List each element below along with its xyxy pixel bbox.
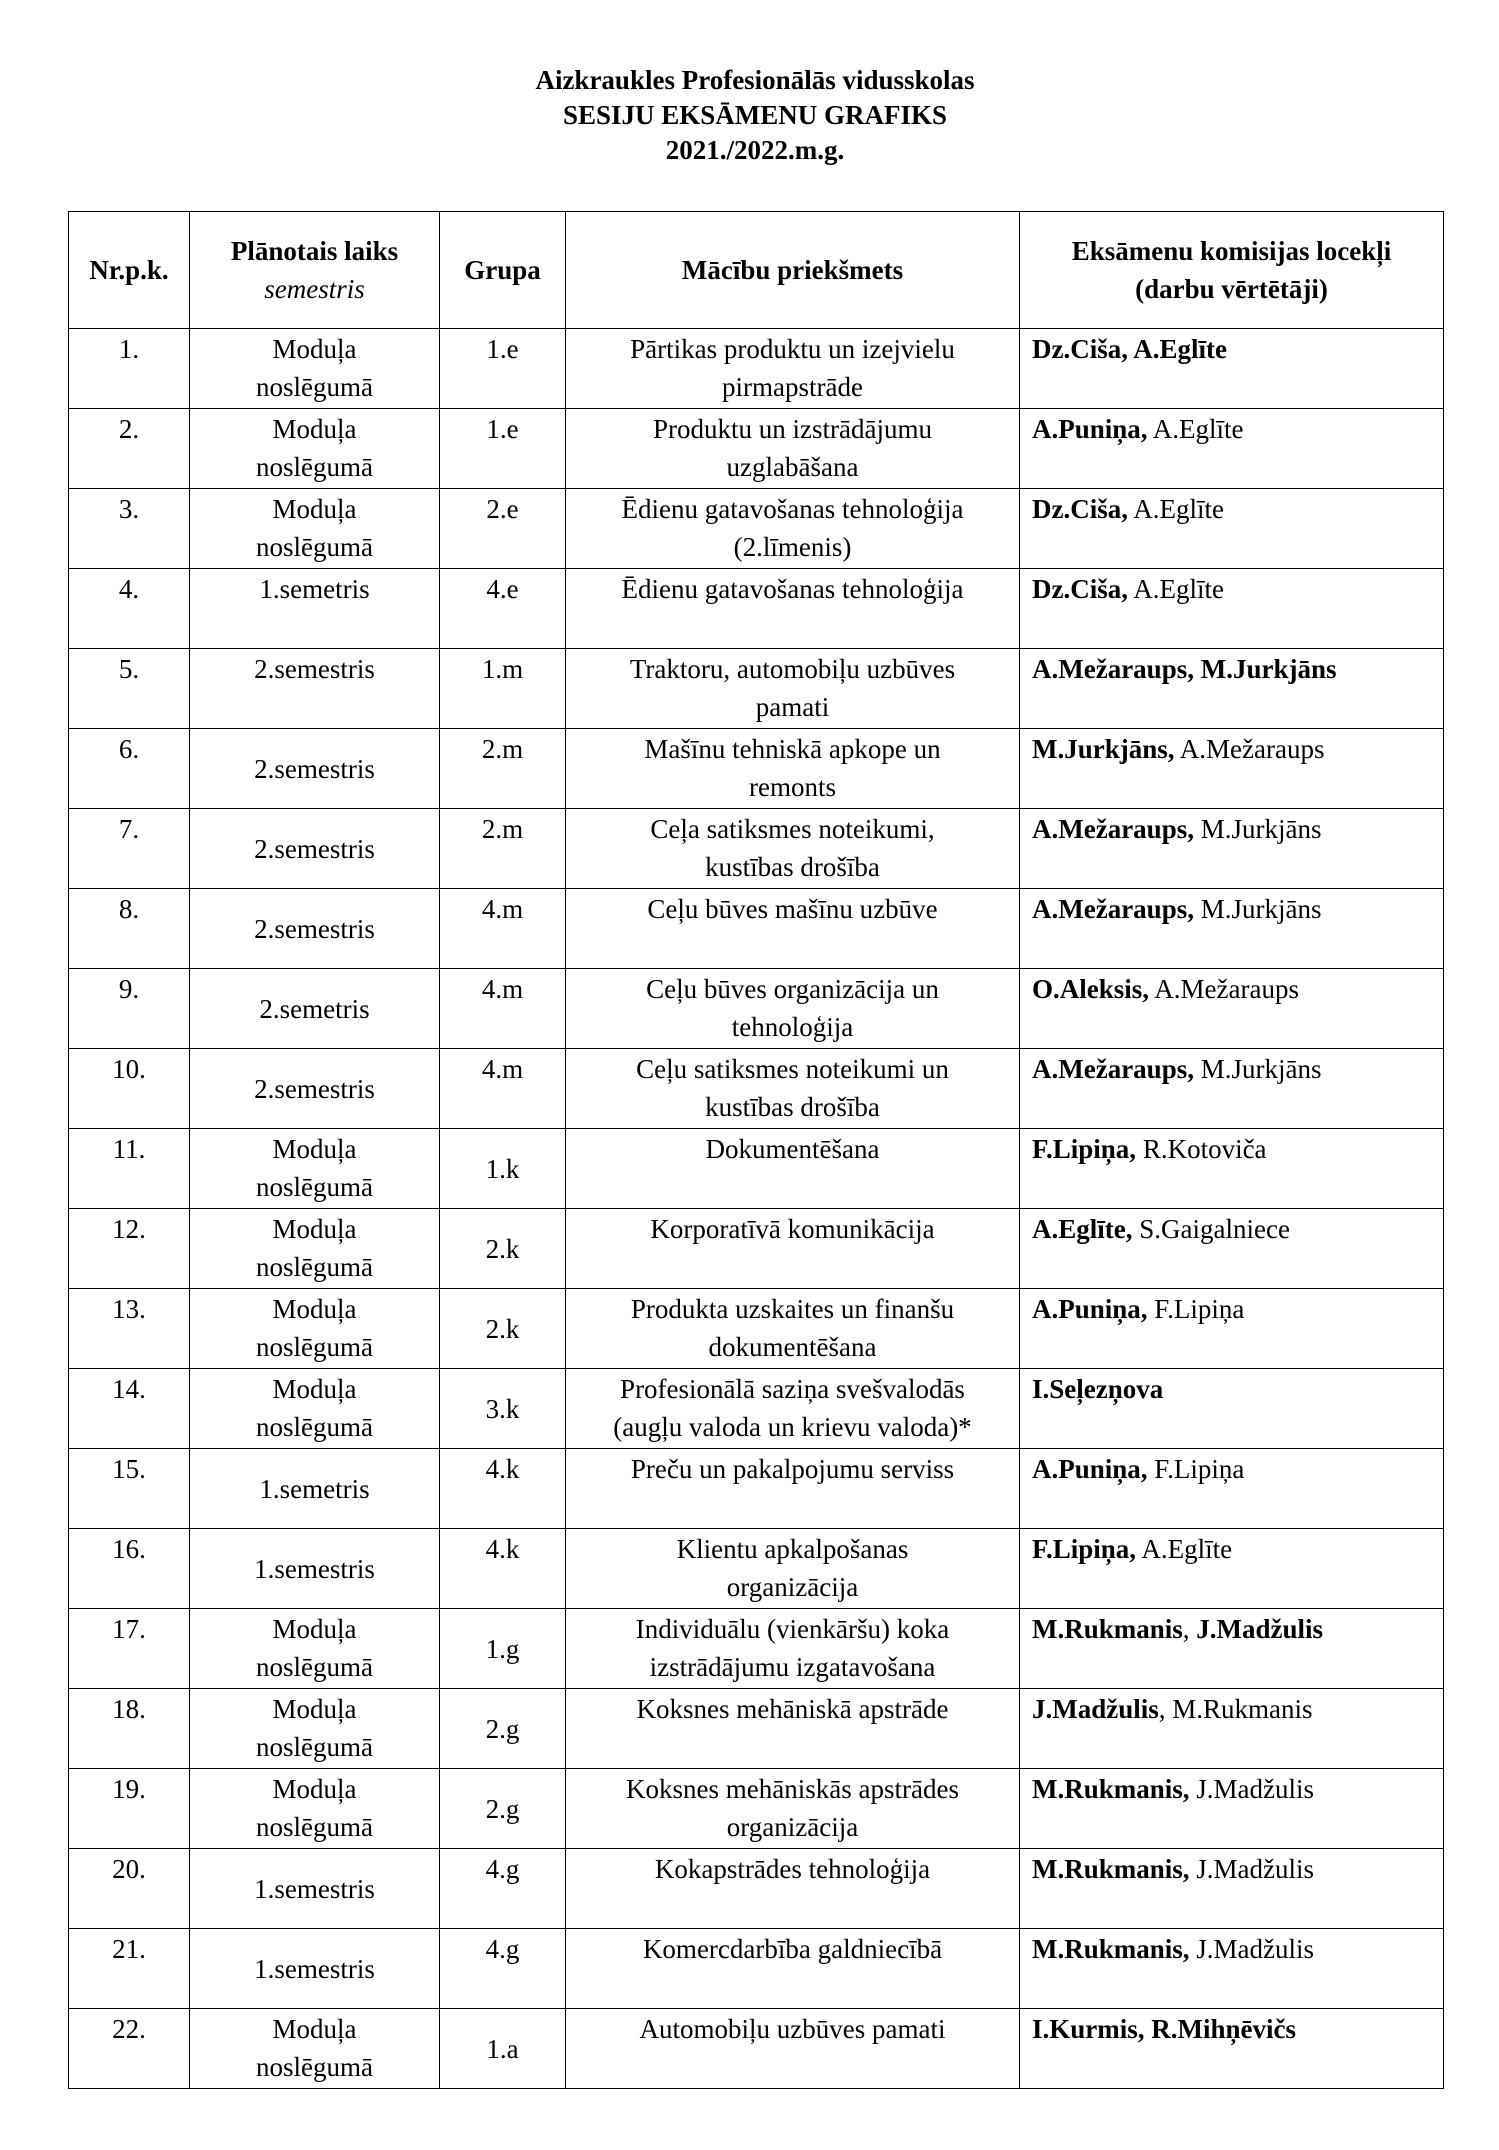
subject: Dokumentēšana: [566, 1129, 1020, 1209]
group: 3.k: [440, 1369, 566, 1449]
planned-time: Moduļa noslēgumā: [190, 489, 440, 569]
planned-time: Moduļa noslēgumā: [190, 1769, 440, 1849]
group: 2.e: [440, 489, 566, 569]
commission-members: Dz.Ciša, A.Eglīte: [1020, 329, 1444, 409]
col-header-commission: Eksāmenu komisijas locekļi (darbu vērtētāji): [1020, 212, 1444, 329]
col-header-subject: Mācību priekšmets: [566, 212, 1020, 329]
commission-members: M.Jurkjāns, A.Mežaraups: [1020, 729, 1444, 809]
table-row: [69, 969, 1444, 1049]
row-number: 12.: [69, 1209, 190, 1289]
table-row: [69, 2009, 1444, 2089]
subject: Individuālu (vienkāršu) koka izstrādājumu izgatavošana: [566, 1609, 1020, 1689]
planned-time: Moduļa noslēgumā: [190, 1209, 440, 1289]
planned-time: 2.semestris: [190, 1049, 440, 1129]
commission-members: M.Rukmanis, J.Madžulis: [1020, 1929, 1444, 2009]
subject: Kokapstrādes tehnoloģija: [566, 1849, 1020, 1929]
group: 2.m: [440, 729, 566, 809]
table-row: [69, 1369, 1444, 1449]
subject: Produktu un izstrādājumu uzglabāšana: [566, 409, 1020, 489]
group: 2.g: [440, 1689, 566, 1769]
row-number: 4.: [69, 569, 190, 649]
row-number: 8.: [69, 889, 190, 969]
planned-time: 2.semestris: [190, 649, 440, 729]
subject: Automobiļu uzbūves pamati: [566, 2009, 1020, 2089]
group: 1.m: [440, 649, 566, 729]
table-row: [69, 889, 1444, 969]
commission-members: O.Aleksis, A.Mežaraups: [1020, 969, 1444, 1049]
table-header-row: [69, 212, 1444, 329]
planned-time: Moduļa noslēgumā: [190, 2009, 440, 2089]
row-number: 9.: [69, 969, 190, 1049]
commission-members: A.Mežaraups, M.Jurkjāns: [1020, 809, 1444, 889]
commission-members: Dz.Ciša, A.Eglīte: [1020, 569, 1444, 649]
row-number: 22.: [69, 2009, 190, 2089]
subject: Ceļa satiksmes noteikumi, kustības drošība: [566, 809, 1020, 889]
planned-time: 1.semestris: [190, 1529, 440, 1609]
planned-time: Moduļa noslēgumā: [190, 409, 440, 489]
commission-members: J.Madžulis, M.Rukmanis: [1020, 1689, 1444, 1769]
row-number: 16.: [69, 1529, 190, 1609]
col-header-time: Plānotais laiks semestris: [190, 212, 440, 329]
row-number: 17.: [69, 1609, 190, 1689]
group: 4.m: [440, 1049, 566, 1129]
row-number: 11.: [69, 1129, 190, 1209]
planned-time: 1.semestris: [190, 1849, 440, 1929]
commission-members: A.Mežaraups, M.Jurkjāns: [1020, 649, 1444, 729]
document-header: [0, 63, 1499, 168]
table-row: [69, 1209, 1444, 1289]
group: 4.m: [440, 969, 566, 1049]
commission-members: A.Puniņa, A.Eglīte: [1020, 409, 1444, 489]
table-row: [69, 1769, 1444, 1849]
group: 4.g: [440, 1929, 566, 2009]
document-title: SESIJU EKSĀMENU GRAFIKS: [562, 100, 948, 130]
planned-time: 2.semestris: [190, 889, 440, 969]
row-number: 2.: [69, 409, 190, 489]
subject: Ēdienu gatavošanas tehnoloģija: [566, 569, 1020, 649]
subject: Ēdienu gatavošanas tehnoloģija (2.līmenis): [566, 489, 1020, 569]
subject: Profesionālā saziņa svešvalodās (augļu valoda un krievu valoda)*: [566, 1369, 1020, 1449]
planned-time: Moduļa noslēgumā: [190, 1609, 440, 1689]
group: 1.a: [440, 2009, 566, 2089]
group: 2.k: [440, 1289, 566, 1369]
row-number: 3.: [69, 489, 190, 569]
group: 4.k: [440, 1529, 566, 1609]
planned-time: 1.semestris: [190, 1929, 440, 2009]
subject: Klientu apkalpošanas organizācija: [566, 1529, 1020, 1609]
commission-members: M.Rukmanis, J.Madžulis: [1020, 1769, 1444, 1849]
group: 4.e: [440, 569, 566, 649]
planned-time: Moduļa noslēgumā: [190, 1129, 440, 1209]
group: 1.k: [440, 1129, 566, 1209]
row-number: 20.: [69, 1849, 190, 1929]
exam-schedule-table: [68, 211, 1444, 2089]
group: 1.g: [440, 1609, 566, 1689]
commission-members: M.Rukmanis, J.Madžulis: [1020, 1609, 1444, 1689]
commission-members: A.Mežaraups, M.Jurkjāns: [1020, 889, 1444, 969]
planned-time: 1.semetris: [190, 569, 440, 649]
planned-time: 2.semestris: [190, 729, 440, 809]
school-name: Aizkraukles Profesionālās vidusskolas: [535, 65, 975, 95]
table-row: [69, 569, 1444, 649]
row-number: 18.: [69, 1689, 190, 1769]
planned-time: Moduļa noslēgumā: [190, 1689, 440, 1769]
planned-time: Moduļa noslēgumā: [190, 329, 440, 409]
group: 2.m: [440, 809, 566, 889]
col-header-nr: Nr.p.k.: [69, 212, 190, 329]
subject: Ceļu būves organizācija un tehnoloģija: [566, 969, 1020, 1049]
commission-members: F.Lipiņa, A.Eglīte: [1020, 1529, 1444, 1609]
subject: Ceļu būves mašīnu uzbūve: [566, 889, 1020, 969]
table-row: [69, 329, 1444, 409]
subject: Traktoru, automobiļu uzbūves pamati: [566, 649, 1020, 729]
table-row: [69, 1529, 1444, 1609]
subject: Ceļu satiksmes noteikumi un kustības drošība: [566, 1049, 1020, 1129]
subject: Preču un pakalpojumu serviss: [566, 1449, 1020, 1529]
table-row: [69, 1849, 1444, 1929]
commission-members: A.Puniņa, F.Lipiņa: [1020, 1449, 1444, 1529]
planned-time: Moduļa noslēgumā: [190, 1369, 440, 1449]
row-number: 6.: [69, 729, 190, 809]
row-number: 7.: [69, 809, 190, 889]
table-row: [69, 1449, 1444, 1529]
commission-members: A.Puniņa, F.Lipiņa: [1020, 1289, 1444, 1369]
col-header-time-sub: semestris: [264, 274, 365, 304]
col-header-commission-sub: (darbu vērtētāji): [1135, 274, 1328, 304]
commission-members: A.Mežaraups, M.Jurkjāns: [1020, 1049, 1444, 1129]
row-number: 14.: [69, 1369, 190, 1449]
row-number: 13.: [69, 1289, 190, 1369]
subject: Pārtikas produktu un izejvielu pirmapstrāde: [566, 329, 1020, 409]
group: 2.k: [440, 1209, 566, 1289]
group: 2.g: [440, 1769, 566, 1849]
row-number: 10.: [69, 1049, 190, 1129]
table-row: [69, 649, 1444, 729]
planned-time: 1.semetris: [190, 1449, 440, 1529]
subject: Koksnes mehāniskā apstrāde: [566, 1689, 1020, 1769]
table-row: [69, 1289, 1444, 1369]
group: 4.k: [440, 1449, 566, 1529]
planned-time: 2.semetris: [190, 969, 440, 1049]
commission-members: M.Rukmanis, J.Madžulis: [1020, 1849, 1444, 1929]
commission-members: F.Lipiņa, R.Kotoviča: [1020, 1129, 1444, 1209]
group: 1.e: [440, 409, 566, 489]
row-number: 21.: [69, 1929, 190, 2009]
commission-members: Dz.Ciša, A.Eglīte: [1020, 489, 1444, 569]
commission-members: A.Eglīte, S.Gaigalniece: [1020, 1209, 1444, 1289]
group: 4.g: [440, 1849, 566, 1929]
subject: Komercdarbība galdniecībā: [566, 1929, 1020, 2009]
academic-year: 2021./2022.m.g.: [665, 135, 845, 165]
row-number: 5.: [69, 649, 190, 729]
planned-time: Moduļa noslēgumā: [190, 1289, 440, 1369]
table-row: [69, 1689, 1444, 1769]
subject: Korporatīvā komunikācija: [566, 1209, 1020, 1289]
table-row: [69, 809, 1444, 889]
subject: Mašīnu tehniskā apkope un remonts: [566, 729, 1020, 809]
subject: Produkta uzskaites un finanšu dokumentēšana: [566, 1289, 1020, 1369]
col-header-group: Grupa: [440, 212, 566, 329]
row-number: 1.: [69, 329, 190, 409]
commission-members: I.Kurmis, R.Mihņēvičs: [1020, 2009, 1444, 2089]
row-number: 19.: [69, 1769, 190, 1849]
group: 4.m: [440, 889, 566, 969]
table-row: [69, 489, 1444, 569]
table-row: [69, 409, 1444, 489]
subject: Koksnes mehāniskās apstrādes organizācija: [566, 1769, 1020, 1849]
planned-time: 2.semestris: [190, 809, 440, 889]
row-number: 15.: [69, 1449, 190, 1529]
table-row: [69, 729, 1444, 809]
group: 1.e: [440, 329, 566, 409]
commission-members: I.Seļezņova: [1020, 1369, 1444, 1449]
table-row: [69, 1129, 1444, 1209]
table-row: [69, 1049, 1444, 1129]
table-row: [69, 1929, 1444, 2009]
table-row: [69, 1609, 1444, 1689]
